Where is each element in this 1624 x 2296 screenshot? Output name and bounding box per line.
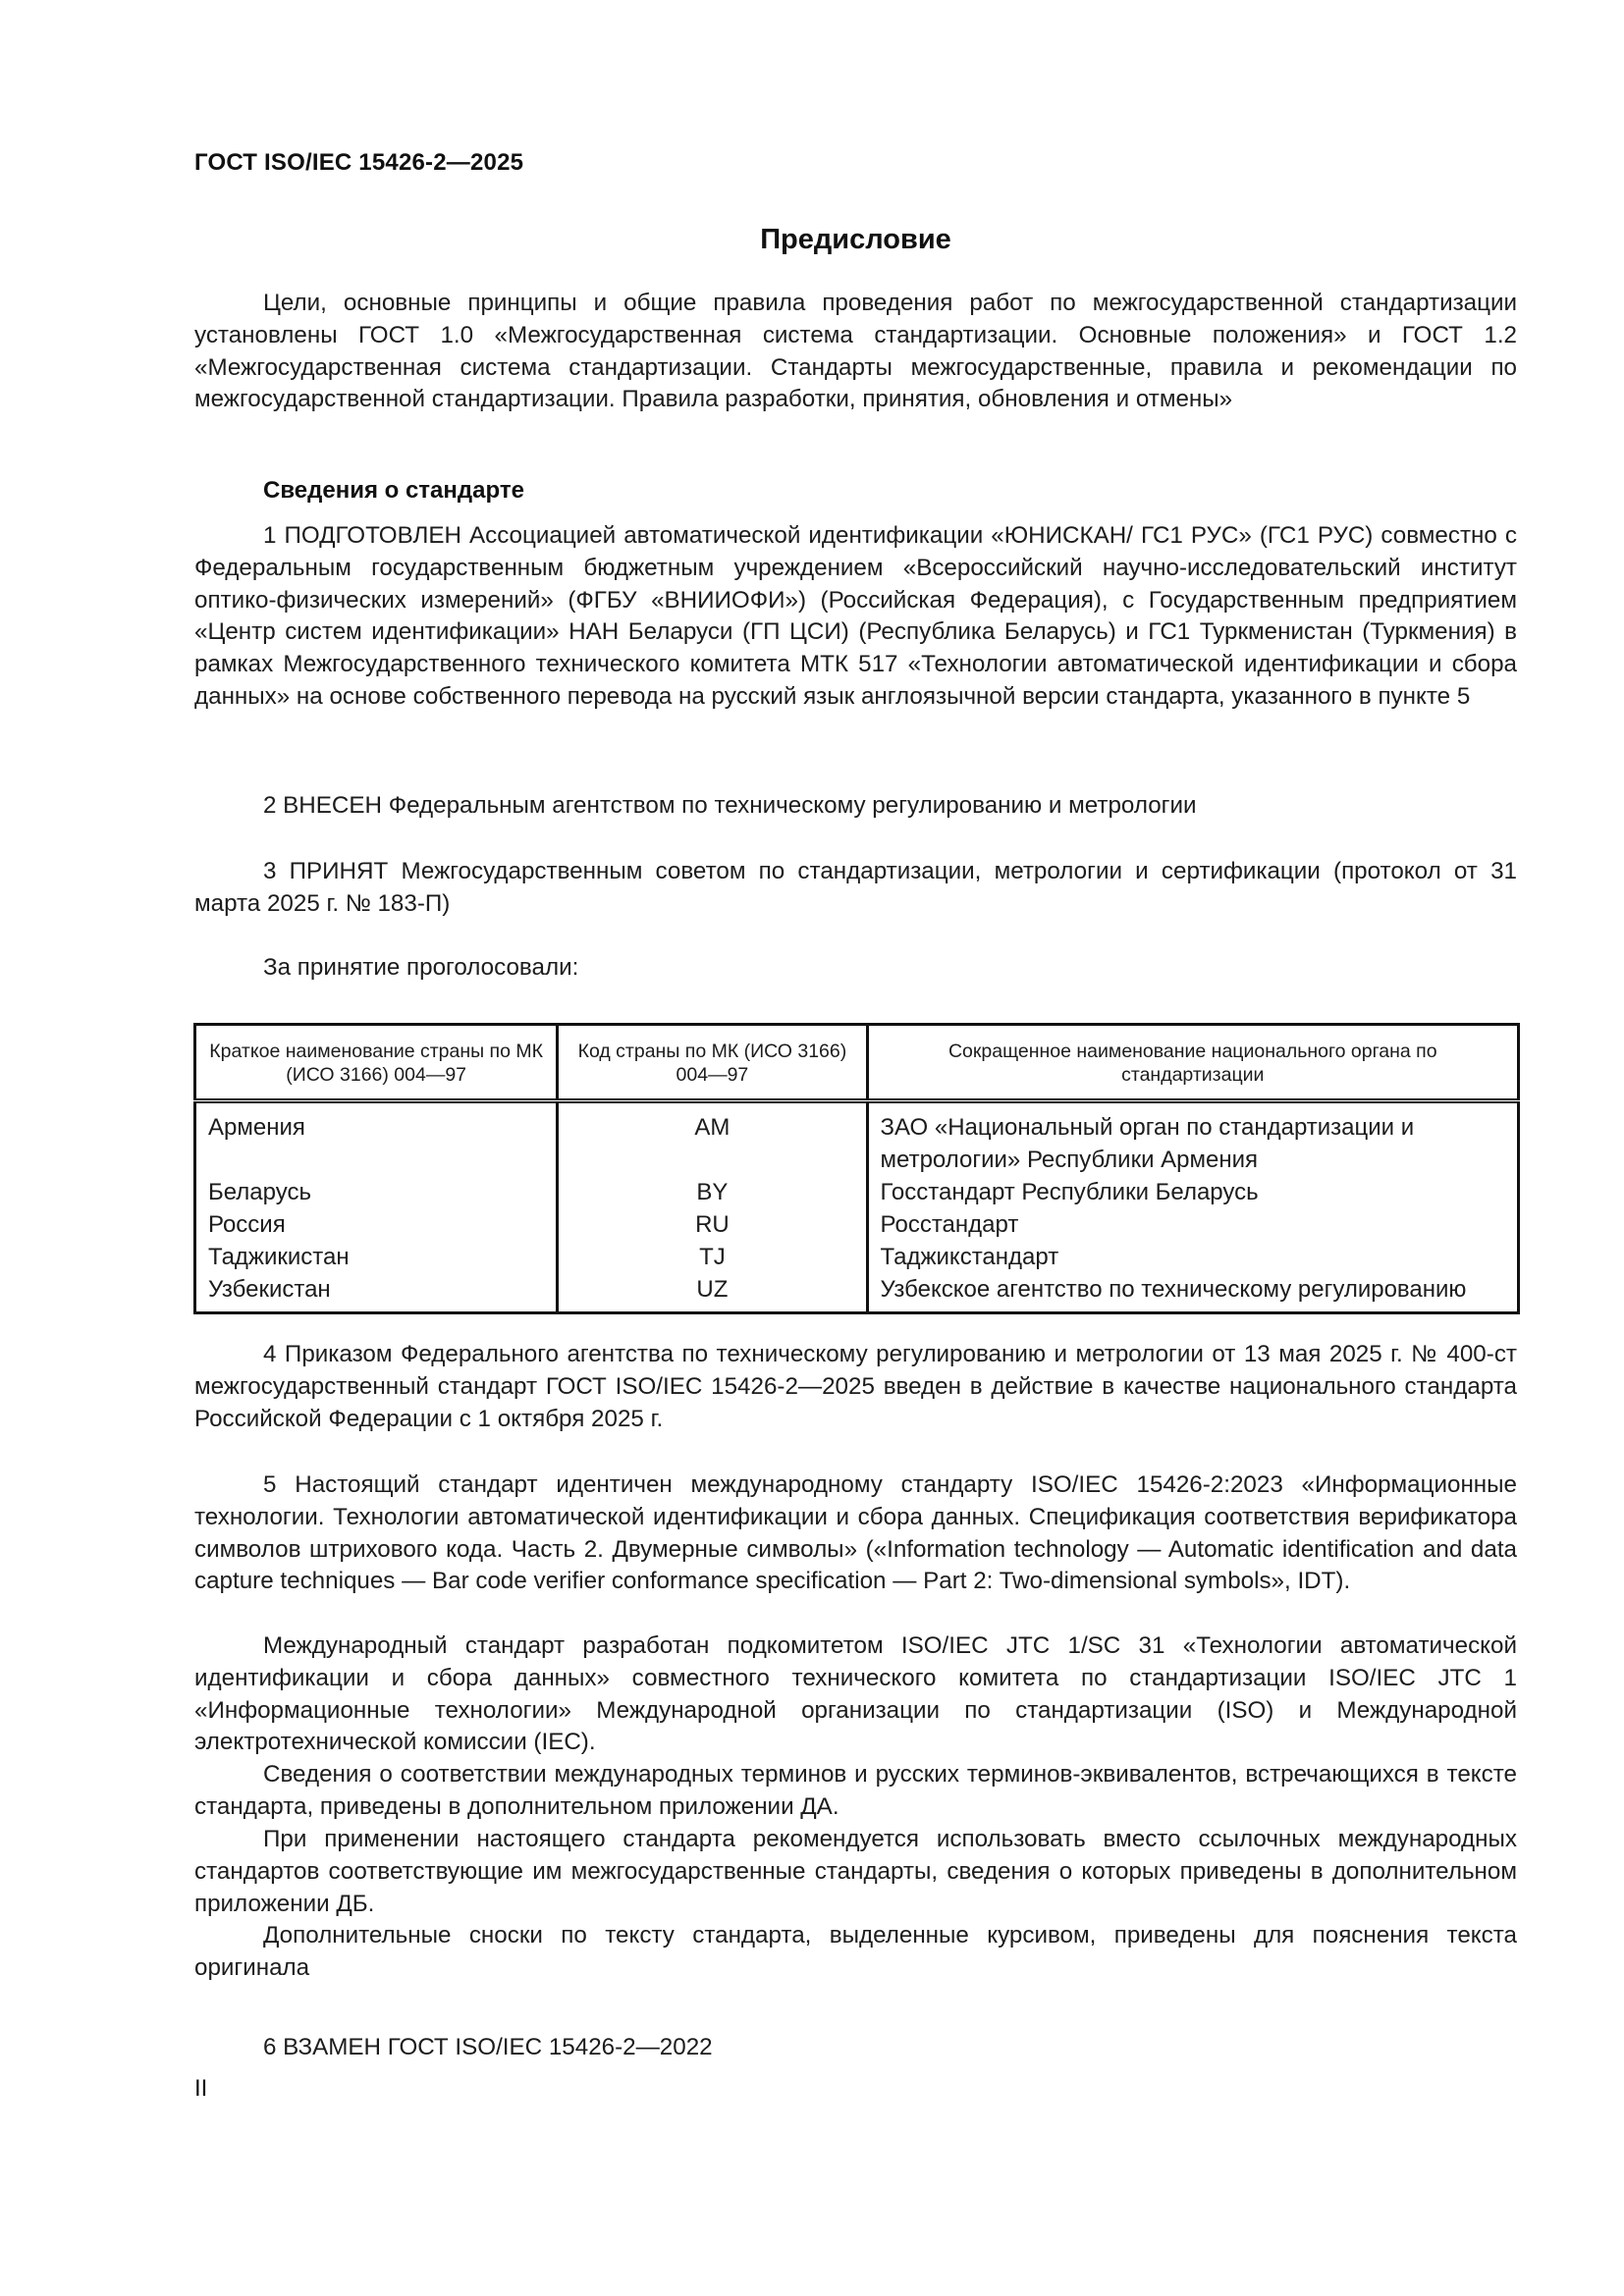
table-row [195,1101,1519,1177]
body-cell: Госстандарт Республики Беларусь [867,1176,1518,1208]
document-code: ГОСТ ISO/IEC 15426-2—2025 [194,149,524,176]
item-5-footnotes: Дополнительные сноски по тексту стандарта, выделенные курсивом, приведены для пояснения текста оригинала [194,1922,1517,1981]
page-number: II [194,2075,208,2102]
item-6-replaces: 6 ВЗАМЕН ГОСТ ISO/IEC 15426-2—2022 [263,2034,713,2060]
column-header-body: Сокращенное наименование национального органа по стандартизации [867,1025,1518,1101]
voting-table [193,1023,1520,1314]
country-cell: Таджикистан [195,1241,558,1273]
country-cell: Узбекистан [195,1273,558,1313]
code-cell: AM [558,1101,867,1177]
code-cell: BY [558,1176,867,1208]
column-header-code: Код страны по МК (ИСО 3166) 004—97 [558,1025,867,1101]
section-heading: Сведения о стандарте [263,477,524,504]
item-2-submitted: 2 ВНЕСЕН Федеральным агентством по техническому регулированию и метрологии [263,792,1197,819]
item-5-references: При применении настоящего стандарта рекомендуется использовать вместо ссылочных международных стандартов соответствующие им межгосударственные стандарты, сведения о которых приведены в дополнительном приложении ДБ. [194,1826,1517,1917]
item-1-prepared: 1 ПОДГОТОВЛЕН Ассоциацией автоматической идентификации «ЮНИСКАН/ ГС1 РУС» (ГС1 РУС) совместно с Федеральным государственным бюджетным учреждением «Всероссийский научно-исследовательский институт оптико-физических измерений» (ФГБУ «ВНИИОФИ») (Российская Федерация), с Государственным предприятием «Центр систем идентификации» НАН Беларуси (ГП ЦСИ) (Республика Беларусь) и ГС1 Туркменистан (Туркмения) в рамках Межгосударственного технического комитета МТК 517 «Технологии автоматической идентификации и сбора данных» на основе собственного перевода на русский язык англоязычной версии стандарта, указанного в пункте 5 [194,522,1517,710]
page-title: Предисловие [760,224,951,255]
body-cell: ЗАО «Национальный орган по стандартизации и метрологии» Республики Армения [867,1101,1518,1177]
item-5-terms: Сведения о соответствии международных терминов и русских терминов-эквивалентов, встречающихся в тексте стандарта, приведены в дополнительном приложении ДА. [194,1761,1517,1820]
item-4-order: 4 Приказом Федерального агентства по техническому регулированию и метрологии от 13 мая 2025 г. № 400-ст межгосударственный стандарт ГОСТ ISO/IEC 15426-2—2025 введен в действие в качестве национального стандарта Российской Федерации с 1 октября 2025 г. [194,1341,1517,1432]
table-row [195,1208,1519,1241]
country-cell: Беларусь [195,1176,558,1208]
body-cell: Росстандарт [867,1208,1518,1241]
table-row [195,1273,1519,1313]
table-row [195,1176,1519,1208]
body-cell: Таджикстандарт [867,1241,1518,1273]
voted-label: За принятие проголосовали: [263,954,579,981]
table-row [195,1241,1519,1273]
table-header-row [195,1025,1519,1101]
country-cell: Армения [195,1101,558,1177]
intro-paragraph: Цели, основные принципы и общие правила проведения работ по межгосударственной стандартизации установлены ГОСТ 1.0 «Межгосударственная система стандартизации. Основные положения» и ГОСТ 1.2 «Межгосударственная система стандартизации. Стандарты межгосударственные, правила и рекомендации по межгосударственной стандартизации. Правила разработки, принятия, обновления и отмены» [194,290,1517,413]
item-3-adopted: 3 ПРИНЯТ Межгосударственным советом по стандартизации, метрологии и сертификации (протокол от 31 марта 2025 г. № 183-П) [194,858,1517,917]
code-cell: RU [558,1208,867,1241]
column-header-country: Краткое наименование страны по МК (ИСО 3166) 004—97 [195,1025,558,1101]
country-cell: Россия [195,1208,558,1241]
code-cell: TJ [558,1241,867,1273]
body-cell: Узбекское агентство по техническому регулированию [867,1273,1518,1313]
code-cell: UZ [558,1273,867,1313]
item-5-identity: 5 Настоящий стандарт идентичен международному стандарту ISO/IEC 15426-2:2023 «Информационные технологии. Технологии автоматической идентификации и сбора данных. Спецификация соответствия верификатора символов штрихового кода. Часть 2. Двумерные символы» («Information technology — Automatic identification and data capture techniques — Bar code verifier conformance specification — Part 2: Two-dimensional symbols», IDT). [194,1471,1517,1595]
item-5-developer: Международный стандарт разработан подкомитетом ISO/IEC JTC 1/SC 31 «Технологии автоматической идентификации и сбора данных» совместного технического комитета по стандартизации ISO/IEC JTC 1 «Информационные технологии» Международной организации по стандартизации (ISO) и Международной электротехнической комиссии (IEC). [194,1632,1517,1756]
